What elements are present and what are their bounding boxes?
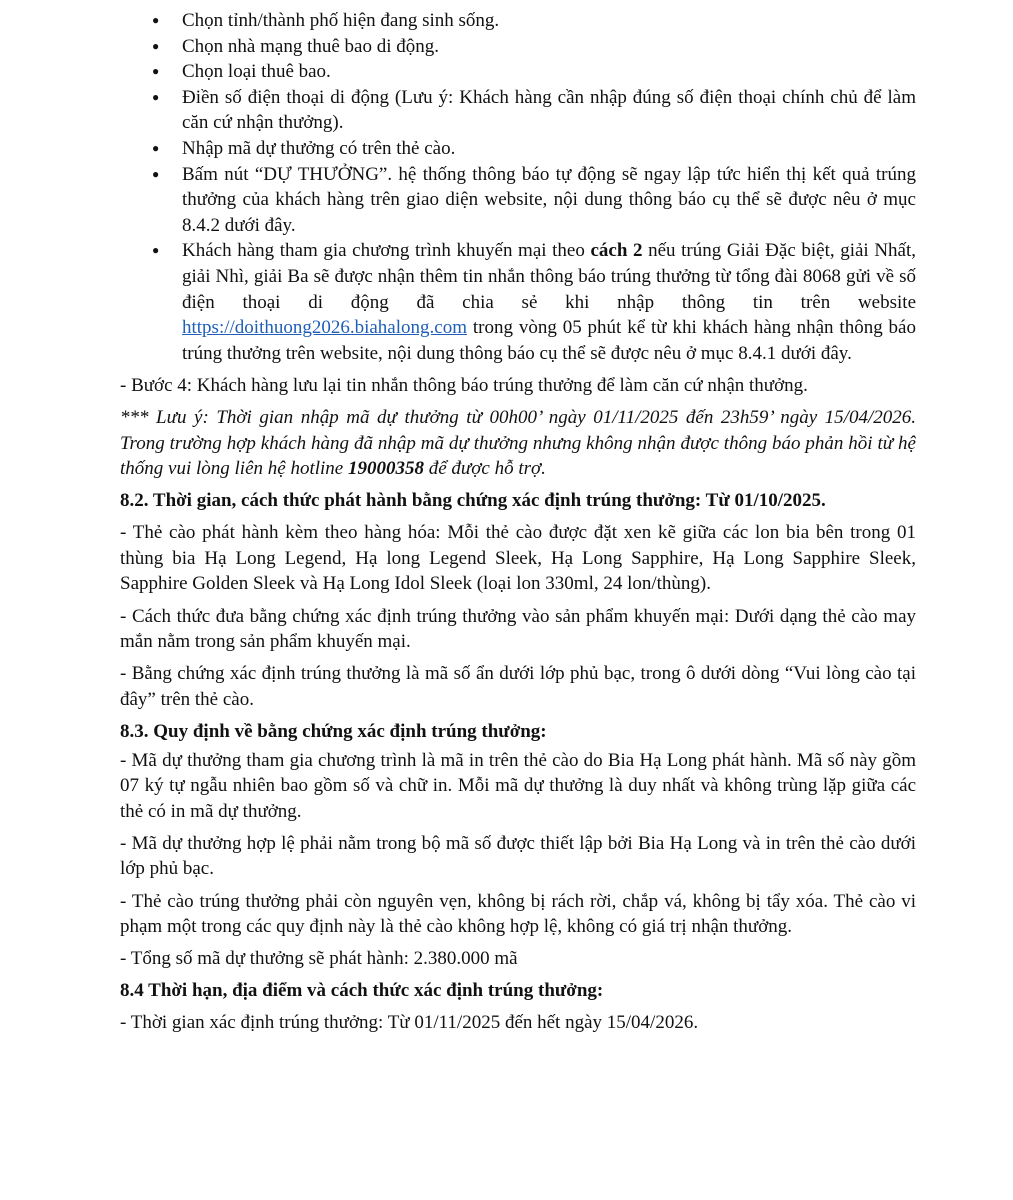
- hotline-number: 19000358: [347, 458, 424, 480]
- paragraph: - Thẻ cào trúng thưởng phải còn nguyên vẹn, không bị rách rời, chắp vá, không bị tẩy xóa. Thẻ cào vi phạm một trong các quy định này là thẻ cào không hợp lệ, không có giá trị nhận thưởng.: [120, 890, 916, 938]
- list-item: [182, 238, 916, 366]
- text: nếu trúng Giải Đặc biệt, giải Nhất, giải Nhì, giải Ba sẽ được nhận thêm tin nhắn thông báo trúng thưởng từ tổng đài 8068 gửi về số điện thoại di động đã chia sẻ khi nhập thông tin trên website: [182, 240, 916, 313]
- paragraph: - Cách thức đưa bằng chứng xác định trúng thưởng vào sản phẩm khuyến mại: Dưới dạng thẻ cào may mắn nằm trong sản phẩm khuyến mại.: [120, 605, 916, 653]
- step-4-paragraph: - Bước 4: Khách hàng lưu lại tin nhắn thông báo trúng thưởng để làm căn cứ nhận thưởng.: [120, 374, 808, 396]
- text: *** Lưu ý: Thời gian nhập mã dự thưởng từ 00h00’ ngày 01/11/2025 đến 23h59’ ngày 15/04/2026. Trong trường hợp khách hàng đã nhập mã dự thưởng nhưng không nhận được thông báo phản hồi từ hệ thống vui lòng liên hệ hotline: [120, 406, 916, 480]
- section-heading-8-2: 8.2. Thời gian, cách thức phát hành bằng chứng xác định trúng thưởng: Từ 01/10/2025.: [120, 490, 826, 512]
- list-item: ● Chọn loại thuê bao.: [182, 59, 916, 85]
- list-item: ● Điền số điện thoại di động (Lưu ý: Khách hàng cần nhập đúng số điện thoại chính chủ để làm căn cứ nhận thưởng).: [182, 85, 916, 136]
- paragraph: - Bằng chứng xác định trúng thưởng là mã số ẩn dưới lớp phủ bạc, trong ô dưới dòng “Vui lòng cào tại đây” trên thẻ cào.: [120, 663, 916, 710]
- text: Khách hàng tham gia chương trình khuyến mại theo: [182, 240, 591, 262]
- list-item: ● Nhập mã dự thưởng có trên thẻ cào.: [182, 136, 916, 162]
- text: trong vòng 05 phút kể từ khi khách hàng nhận thông báo trúng thưởng trên website, nội dung thông báo cụ thể sẽ được nêu ở mục 8.4.1 dưới đây.: [182, 317, 916, 364]
- website-link[interactable]: https://doithuong2026.biahalong.com: [182, 317, 467, 339]
- paragraph: - Thẻ cào phát hành kèm theo hàng hóa: Mỗi thẻ cào được đặt xen kẽ giữa các lon bia bên trong 01 thùng bia Hạ Long Legend, Hạ long Legend Sleek, Hạ Long Sapphire, Hạ Long Sapphire Sleek, Sapphire Golden Sleek và Hạ Long Idol Sleek (loại lon 330ml, 24 lon/thùng).: [120, 522, 916, 595]
- paragraph: - Mã dự thưởng tham gia chương trình là mã in trên thẻ cào do Bia Hạ Long phát hành. Mã số này gồm 07 ký tự ngẫu nhiên bao gồm số và chữ in. Mỗi mã dự thưởng là duy nhất và không trùng lặp giữa các thẻ có in mã dự thưởng.: [120, 749, 916, 822]
- paragraph: - Mã dự thưởng hợp lệ phải nằm trong bộ mã số được thiết lập bởi Bia Hạ Long và in trên thẻ cào dưới lớp phủ bạc.: [120, 832, 916, 880]
- paragraph: - Thời gian xác định trúng thưởng: Từ 01/11/2025 đến hết ngày 15/04/2026.: [120, 1012, 699, 1034]
- instruction-list: [120, 8, 916, 366]
- note-paragraph: [120, 405, 916, 482]
- bold-text: cách 2: [590, 240, 643, 262]
- paragraph: - Tổng số mã dự thưởng sẽ phát hành: 2.380.000 mã: [120, 948, 518, 970]
- list-item: ● Bấm nút “DỰ THƯỞNG”. hệ thống thông báo tự động sẽ ngay lập tức hiển thị kết quả trúng thưởng của khách hàng trên giao diện website, nội dung thông báo cụ thể sẽ được nêu ở mục 8.4.2 dưới đây.: [182, 162, 916, 239]
- list-item: ● Chọn tỉnh/thành phố hiện đang sinh sống.: [182, 8, 916, 34]
- section-heading-8-4: 8.4 Thời hạn, địa điểm và cách thức xác định trúng thưởng:: [120, 980, 604, 1002]
- list-item: ● Chọn nhà mạng thuê bao di động.: [182, 34, 916, 60]
- text: để được hỗ trợ.: [423, 458, 546, 480]
- section-heading-8-3: 8.3. Quy định về bằng chứng xác định trúng thưởng:: [120, 720, 547, 742]
